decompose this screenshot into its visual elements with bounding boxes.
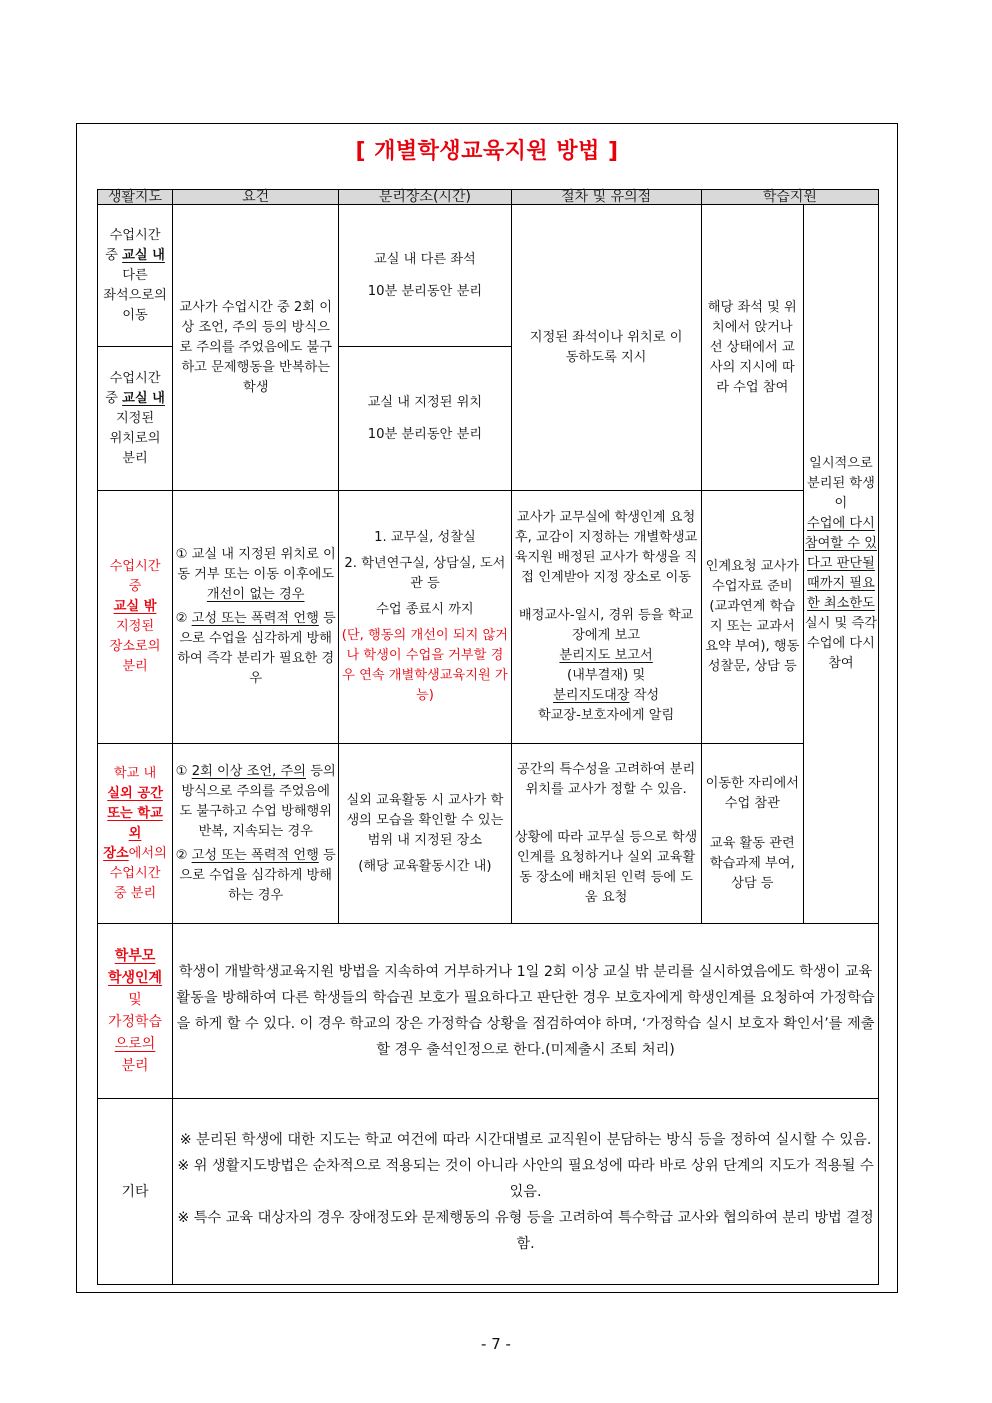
- table-header-row: [98, 190, 879, 205]
- requirement-cell: ① 2회 이상 조언, 주의 등의 방식으로 주의를 주었음에도 불구하고 수업 방해행위 반복, 지속되는 경우 ② 고성 또는 폭력적 언행 등으로 수업을 심각하게 방해하는 경우: [173, 744, 339, 924]
- etc-note: ※ 위 생활지도방법은 순차적으로 적용되는 것이 아니라 사안의 필요성에 따라 바로 상위 단계의 지도가 적용될 수 있음.: [177, 1157, 874, 1200]
- parent-handover-text: 학생이 개발학생교육지원 방법을 지속하여 거부하거나 1일 2회 이상 교실 밖 분리를 실시하였음에도 학생이 교육활동을 방해하여 다른 학생들의 학습권 보호가 필요하다고 판단한 경우 보호자에게 학생인계를 요청하여 가정학습을 하게 할 수 있다. 이 경우 학교의 장은 가정학습 상황을 점검하여야 하며, ‘가정학습 실시 보호자 확인서’를 제출할 경우 출석인정으로 한다.(미제출시 조퇴 처리): [173, 924, 879, 1099]
- guidance-cell: 학교 내 실외 공간 또는 학교 외 장소에서의 수업시간 중 분리: [98, 744, 173, 924]
- place-cell: 교실 내 지정된 위치 10분 분리동안 분리: [339, 347, 511, 491]
- guidance-cell: 수업시간 중 교실 내 지정된 위치로의 분리: [98, 347, 173, 491]
- requirement-cell: ① 교실 내 지정된 위치로 이동 거부 또는 이동 이후에도 개선이 없는 경우 ② 고성 또는 폭력적 언행 등으로 수업을 심각하게 방해하여 즉각 분리가 필요한 경우: [173, 491, 339, 744]
- table-row: [98, 205, 879, 347]
- etc-row: [98, 1099, 879, 1285]
- procedure-cell: 교사가 교무실에 학생인계 요청 후, 교감이 지정하는 개별학생교육지원 배정된 교사가 학생을 직접 인계받아 지정 장소로 이동 배정교사-일시, 경위 등을 학교장에게 보고 분리지도 보고서 (내부결재) 및 분리지도대장 작성 학교장-보호자에게 알림: [511, 491, 701, 744]
- etc-note: ※ 분리된 학생에 대한 지도는 학교 여건에 따라 시간대별로 교직원이 분담하는 방식 등을 정하여 실시할 수 있음.: [179, 1131, 872, 1148]
- place-cell: 교실 내 다른 좌석 10분 분리동안 분리: [339, 205, 511, 347]
- etc-note: ※ 특수 교육 대상자의 경우 장애정도와 문제행동의 유형 등을 고려하여 특수학급 교사와 협의하여 분리 방법 결정함.: [177, 1209, 874, 1252]
- etc-label: 기타: [98, 1099, 173, 1285]
- requirement-cell: 교사가 수업시간 중 2회 이상 조언, 주의 등의 방식으로 주의를 주었음에도 불구하고 문제행동을 반복하는 학생: [173, 205, 339, 491]
- place-cell: 1. 교무실, 성찰실 2. 학년연구실, 상담실, 도서관 등 수업 종료시 까지 (단, 행동의 개선이 되지 않거나 학생이 수업을 거부할 경우 연속 개별학생교육지원 가능): [339, 491, 511, 744]
- guidance-cell: 수업시간 중 교실 밖 지정된 장소로의 분리: [98, 491, 173, 744]
- table-row: [98, 744, 879, 924]
- parent-handover-label: 학부모 학생인계 및 가정학습 으로의 분리: [98, 924, 173, 1099]
- guidance-table: [97, 189, 879, 1285]
- parent-handover-row: [98, 924, 879, 1099]
- column-header: 절차 및 유의점: [511, 190, 701, 205]
- page-title: [ 개별학생교육지원 방법 ]: [355, 139, 619, 164]
- support-cell: 인계요청 교사가 수업자료 준비 (교과연계 학습지 또는 교과서 요약 부여), 행동성찰문, 상담 등: [701, 491, 803, 744]
- etc-notes: [173, 1099, 879, 1285]
- column-header: 요건: [173, 190, 339, 205]
- support-cell: 이동한 자리에서 수업 참관 교육 활동 관련 학습과제 부여, 상담 등: [701, 744, 803, 924]
- column-header: 분리장소(시간): [339, 190, 511, 205]
- procedure-cell: 지정된 좌석이나 위치로 이동하도록 지시: [511, 205, 701, 491]
- place-cell: 실외 교육활동 시 교사가 학생의 모습을 확인할 수 있는 범위 내 지정된 장소 (해당 교육활동시간 내): [339, 744, 511, 924]
- table-row: [98, 491, 879, 744]
- column-header: 생활지도: [98, 190, 173, 205]
- document-frame: [76, 123, 898, 1293]
- procedure-cell: 공간의 특수성을 고려하여 분리 위치를 교사가 정할 수 있음. 상황에 따라 교무실 등으로 학생 인계를 요청하거나 실외 교육활동 장소에 배치된 인력 등에 도움 요청: [511, 744, 701, 924]
- common-support-cell: 일시적으로 분리된 학생이 수업에 다시 참여할 수 있다고 판단될 때까지 필요한 최소한도 실시 및 즉각 수업에 다시 참여: [803, 205, 878, 924]
- support-cell: 해당 좌석 및 위치에서 앉거나 선 상태에서 교사의 지시에 따라 수업 참여: [701, 205, 803, 491]
- guidance-cell: 수업시간 중 교실 내 다른 좌석으로의 이동: [98, 205, 173, 347]
- page-number: - 7 -: [481, 1335, 511, 1353]
- column-header: 학습지원: [701, 190, 878, 205]
